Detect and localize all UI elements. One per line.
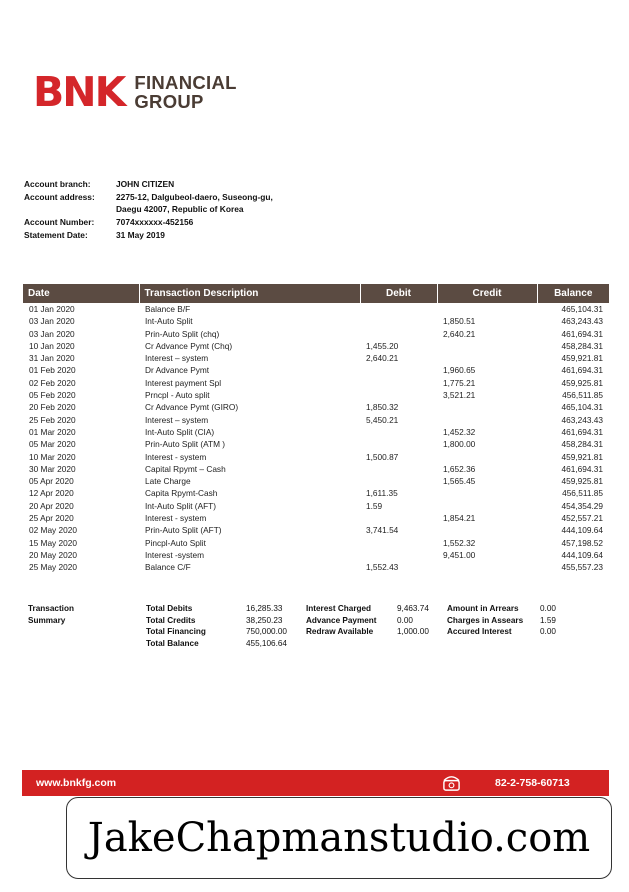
cell-debit <box>360 537 437 549</box>
interest-charged-value: 9,463.74 <box>397 604 429 613</box>
cell-balance: 459,925.81 <box>561 476 603 487</box>
account-details <box>24 178 316 242</box>
total-financing-value: 750,000.00 <box>246 627 287 637</box>
cell-debit <box>360 364 437 376</box>
cell-description: Dr Advance Pymt <box>145 365 210 376</box>
cell-balance: 454,354.29 <box>561 500 603 511</box>
cell-date: 30 Mar 2020 <box>29 463 76 474</box>
amount-in-arrears-value: 0.00 <box>540 604 556 613</box>
cell-date: 02 Feb 2020 <box>29 377 76 388</box>
watermark: JakeChapmanstudio.com <box>66 797 612 879</box>
table-row <box>23 426 609 438</box>
cell-debit <box>360 389 437 401</box>
cell-description: Balance B/F <box>145 304 191 314</box>
cell-balance: 459,921.81 <box>561 451 603 462</box>
cell-debit <box>360 549 437 561</box>
cell-description: Capita Rpymt-Cash <box>145 488 218 499</box>
cell-description: Pincpl-Auto Split <box>145 537 206 548</box>
charges-in-arrears-label: Charges in Assears <box>447 615 524 625</box>
cell-date: 05 Mar 2020 <box>29 439 76 450</box>
cell-credit: 1,854.21 <box>443 513 476 524</box>
summary-interest-values <box>397 603 429 638</box>
summary-totals-values <box>246 603 287 649</box>
total-balance-value: 455,106.64 <box>246 638 287 648</box>
cell-balance: 461,694.31 <box>561 328 603 339</box>
table-row <box>23 537 609 549</box>
cell-balance: 461,694.31 <box>561 426 603 437</box>
table-row <box>23 303 609 315</box>
cell-balance: 456,511.85 <box>562 488 603 499</box>
cell-credit: 1,850.51 <box>443 316 476 327</box>
account-branch-label: Account branch: <box>24 179 91 189</box>
cell-date: 25 Apr 2020 <box>29 513 74 524</box>
cell-credit: 2,640.21 <box>443 328 476 339</box>
header-balance: Balance <box>537 284 609 303</box>
cell-balance: 463,243.43 <box>561 316 603 327</box>
cell-description: Interest -system <box>145 549 205 560</box>
cell-description: Interest - system <box>145 451 207 462</box>
cell-date: 10 Mar 2020 <box>29 451 76 462</box>
table-row <box>23 401 609 413</box>
table-row <box>23 414 609 426</box>
table-header-row <box>23 284 609 303</box>
header-date: Date <box>23 284 139 303</box>
table-row <box>23 328 609 340</box>
cell-balance: 465,104.31 <box>561 402 603 413</box>
cell-credit: 1,960.65 <box>443 365 476 376</box>
cell-credit: 3,521.21 <box>443 390 476 401</box>
cell-date: 05 Apr 2020 <box>29 476 74 487</box>
cell-balance: 444,109.64 <box>561 549 603 560</box>
cell-credit: 9,451.00 <box>443 549 476 560</box>
cell-debit <box>360 328 437 340</box>
cell-debit <box>360 475 437 487</box>
redraw-available-label: Redraw Available <box>306 627 374 637</box>
cell-credit <box>437 487 537 499</box>
cell-credit: 1,652.36 <box>443 463 476 474</box>
table-row <box>23 315 609 327</box>
cell-debit: 1,455.20 <box>366 340 399 351</box>
table-row <box>23 438 609 450</box>
cell-balance: 452,557.21 <box>561 513 603 524</box>
cell-description: Interest – system <box>145 414 209 425</box>
statement-date-label: Statement Date: <box>24 229 88 240</box>
logo-text <box>134 73 236 111</box>
cell-date: 25 May 2020 <box>29 562 77 573</box>
table-row <box>23 549 609 561</box>
total-debits-value: 16,285.33 <box>246 604 283 613</box>
table-row <box>23 364 609 376</box>
charges-in-arrears-value: 1.59 <box>540 615 556 625</box>
total-credits-value: 38,250.23 <box>246 615 283 625</box>
cell-debit <box>360 315 437 327</box>
cell-date: 03 Jan 2020 <box>29 316 75 327</box>
accrued-interest-label: Accured Interest <box>447 627 512 637</box>
table-row <box>23 352 609 364</box>
cell-credit <box>437 524 537 536</box>
website-link[interactable]: www.bnkfg.com <box>36 777 117 789</box>
cell-debit <box>360 377 437 389</box>
cell-date: 10 Jan 2020 <box>29 340 75 351</box>
cell-debit: 3,741.54 <box>366 525 399 536</box>
cell-description: Interest payment Spl <box>145 377 222 388</box>
cell-balance: 463,243.43 <box>561 414 603 425</box>
cell-balance: 458,284.31 <box>561 439 603 450</box>
cell-credit <box>437 561 537 573</box>
cell-credit <box>437 451 537 463</box>
cell-debit: 1,611.35 <box>366 488 398 499</box>
cell-date: 15 May 2020 <box>29 537 77 548</box>
cell-balance: 456,511.85 <box>562 390 603 401</box>
account-branch-value: JOHN CITIZEN <box>116 179 175 189</box>
cell-date: 12 Apr 2020 <box>29 488 74 499</box>
cell-date: 01 Feb 2020 <box>29 365 76 376</box>
advance-payment-label: Advance Payment <box>306 615 377 625</box>
account-address-line1: 2275-12, Dalgubeol-daero, Suseong-gu, <box>116 191 273 202</box>
cell-debit: 1,500.87 <box>366 451 399 462</box>
total-debits-label: Total Debits <box>146 604 193 613</box>
cell-balance: 459,925.81 <box>561 377 603 388</box>
table-row <box>23 451 609 463</box>
cell-debit <box>360 426 437 438</box>
table-row <box>23 377 609 389</box>
table-row <box>23 475 609 487</box>
total-balance-label: Total Balance <box>146 638 199 648</box>
account-number-value: 7074xxxxxx-452156 <box>116 217 194 228</box>
cell-credit: 1,552.32 <box>443 537 476 548</box>
total-financing-label: Total Financing <box>146 627 206 637</box>
cell-credit <box>437 401 537 413</box>
summary-arrears-values <box>540 603 556 638</box>
cell-description: Cr Advance Pymt (GIRO) <box>145 402 239 413</box>
cell-balance: 465,104.31 <box>561 304 603 314</box>
cell-debit: 1,850.32 <box>366 402 399 413</box>
cell-date: 20 Feb 2020 <box>29 402 76 413</box>
cell-date: 20 Apr 2020 <box>29 500 74 511</box>
cell-description: Interest - system <box>145 513 207 524</box>
cell-credit: 1,565.45 <box>443 476 476 487</box>
summary-title <box>28 603 74 626</box>
cell-debit: 5,450.21 <box>366 414 399 425</box>
cell-date: 31 Jan 2020 <box>29 353 75 364</box>
cell-balance: 461,694.31 <box>561 365 603 376</box>
summary-title-line2: Summary <box>28 615 66 625</box>
cell-credit: 1,775.21 <box>443 377 476 388</box>
logo-mark: BNK <box>33 68 125 116</box>
cell-credit <box>437 303 537 315</box>
header-debit: Debit <box>360 284 437 303</box>
cell-credit <box>437 414 537 426</box>
table-row <box>23 487 609 499</box>
cell-credit: 1,800.00 <box>443 439 476 450</box>
bnk-logo <box>33 70 237 114</box>
cell-description: Prncpl - Auto split <box>145 390 210 401</box>
summary-interest-labels <box>306 603 377 638</box>
summary-totals-labels <box>146 603 206 649</box>
cell-balance: 455,557.23 <box>561 562 603 573</box>
cell-description: Balance C/F <box>145 562 191 573</box>
cell-balance: 461,694.31 <box>561 463 603 474</box>
logo-text-line1: FINANCIAL <box>134 72 237 93</box>
cell-date: 01 Jan 2020 <box>29 304 75 314</box>
cell-balance: 444,109.64 <box>561 525 603 536</box>
phone-icon <box>442 773 461 792</box>
cell-debit <box>360 303 437 315</box>
cell-balance: 457,198.52 <box>561 537 603 548</box>
header-credit: Credit <box>437 284 537 303</box>
phone-number[interactable]: 82-2-758-60713 <box>495 777 570 789</box>
amount-in-arrears-label: Amount in Arrears <box>447 604 519 613</box>
cell-debit: 2,640.21 <box>366 353 399 364</box>
cell-date: 05 Feb 2020 <box>29 390 76 401</box>
cell-date: 25 Feb 2020 <box>29 414 76 425</box>
summary-title-line1: Transaction <box>28 604 74 613</box>
cell-date: 02 May 2020 <box>29 525 77 536</box>
advance-payment-value: 0.00 <box>397 615 413 625</box>
cell-credit <box>437 500 537 512</box>
cell-debit <box>360 463 437 475</box>
redraw-available-value: 1,000.00 <box>397 627 429 637</box>
cell-description: Int-Auto Split <box>145 316 193 327</box>
accrued-interest-value: 0.00 <box>540 627 556 637</box>
account-address-label: Account address: <box>24 191 95 202</box>
header-description: Transaction Description <box>139 284 360 303</box>
interest-charged-label: Interest Charged <box>306 604 372 613</box>
table-row <box>23 389 609 401</box>
cell-description: Prin-Auto Split (ATM ) <box>145 439 226 450</box>
account-address-line2: Daegu 42007, Republic of Korea <box>116 204 244 215</box>
cell-description: Int-Auto Split (CIA) <box>145 426 215 437</box>
table-row <box>23 524 609 536</box>
cell-description: Prin-Auto Split (AFT) <box>145 525 222 536</box>
cell-credit <box>437 340 537 352</box>
statement-date-value: 31 May 2019 <box>116 229 165 240</box>
summary-arrears-labels <box>447 603 523 638</box>
cell-credit <box>437 352 537 364</box>
table-row <box>23 500 609 512</box>
footer-bar <box>22 770 609 796</box>
cell-description: Interest – system <box>145 353 209 364</box>
account-number-label: Account Number: <box>24 217 95 228</box>
total-credits-label: Total Credits <box>146 615 196 625</box>
cell-debit: 1.59 <box>366 500 383 511</box>
table-row <box>23 340 609 352</box>
logo-text-line2: GROUP <box>134 91 204 112</box>
cell-description: Capital Rpymt – Cash <box>145 463 226 474</box>
cell-credit: 1,452.32 <box>443 426 476 437</box>
cell-balance: 459,921.81 <box>561 353 603 364</box>
cell-date: 03 Jan 2020 <box>29 328 75 339</box>
cell-date: 20 May 2020 <box>29 549 77 560</box>
cell-debit <box>360 438 437 450</box>
cell-description: Cr Advance Pymt (Chq) <box>145 340 233 351</box>
cell-debit <box>360 512 437 524</box>
table-row <box>23 463 609 475</box>
cell-debit: 1,552.43 <box>366 562 399 573</box>
table-row <box>23 561 609 573</box>
cell-date: 01 Mar 2020 <box>29 426 76 437</box>
cell-description: Prin-Auto Split (chq) <box>145 328 220 339</box>
cell-balance: 458,284.31 <box>561 340 603 351</box>
table-row <box>23 512 609 524</box>
transactions-table <box>23 284 609 574</box>
cell-description: Int-Auto Split (AFT) <box>145 500 217 511</box>
cell-description: Late Charge <box>145 476 191 487</box>
